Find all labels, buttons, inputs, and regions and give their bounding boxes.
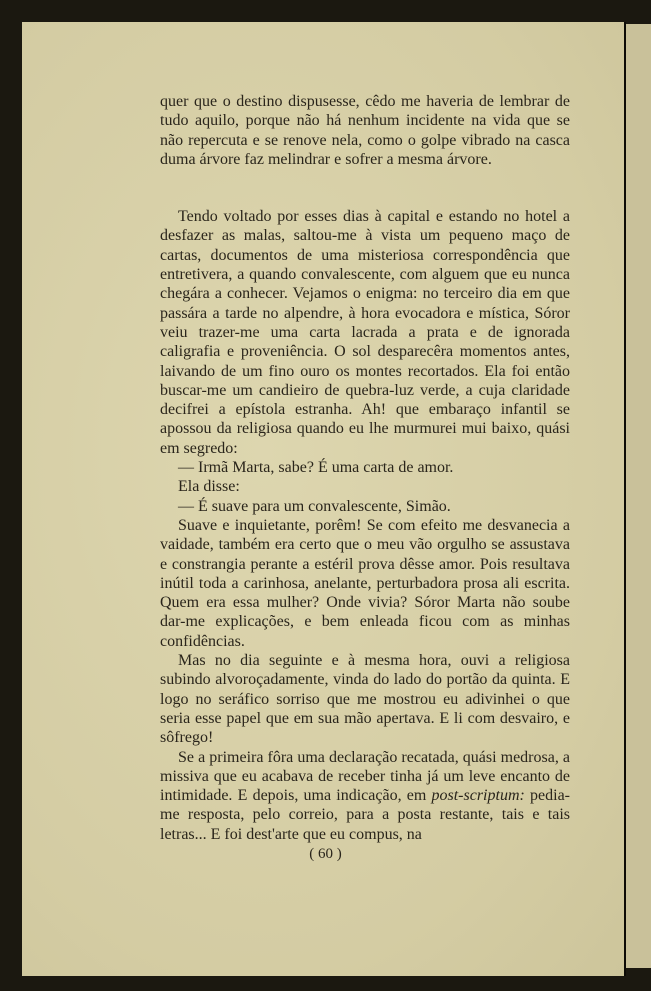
page-number: ( 60 ) [309,846,342,862]
paragraph-4: Mas no dia seguinte e à mesma hora, ouvi a religiosa subindo alvoroçadamente, vinda do lado do portão da quinta. E logo no seráfico sorriso que me mostrou eu adivinhei o que seria esse papel que em sua mão apertava. E li com desvairo, e sôfrego! [160,652,570,747]
dialog-line-3: — É suave para um convalescente, Simão. [178,497,451,515]
paragraph-5-italic: post-scriptum: [431,787,525,805]
paragraph-2: Tendo voltado por esses dias à capital e estando no hotel a desfazer as malas, saltou-me à vista um pequeno maço de cartas, documentos de uma misteriosa correspondência que entretivera, a quando convalescente, com alguem que eu nunca chegára a conhecer. Vejamos o enigma: no terceiro dia em que passára a tarde no alpendre, à hora evocadora e mística, Sóror veiu trazer-me uma carta lacrada a prata e de ignorada caligrafia e proveniência. O sol desparecêra momentos antes, laivando de um fino ouro os montes recortados. Ela foi então buscar-me um candieiro de quebra-luz verde, a cuja claridade decifrei a epístola estranha. Ah! que embaraço infantil se apossou da religiosa quando eu lhe murmurei mui baixo, quási em segredo: [160,208,570,457]
adjacent-page-edge [626,24,651,968]
section-gap [160,169,570,207]
body-text [160,92,570,844]
paragraph-5 [160,748,570,844]
paragraph-5-start: Se a primeira fôra uma declaração recatada, quási medrosa, a missiva que eu acabava de receber tinha já um leve encanto de intimidade. E depois, uma indicação, em [160,748,570,805]
paragraph-5-end: pedia-me resposta, pelo correio, para a posta restante, tais e tais letras... E foi dest'arte que eu compus, na [160,787,570,843]
dialog-line-2: Ela disse: [178,478,240,496]
paragraph-3: Suave e inquietante, porêm! Se com efeito me desvanecia a vaidade, também era certo que o meu vão orgulho se assustava e constrangia perante a estéril prova dêsse amor. Pois resultava inútil toda a carinhosa, anelante, perturbadora prosa ali escrita. Quem era essa mulher? Onde vivia? Sóror Marta não soube dar-me explicações, e bem enleada ficou com as minhas confidências. [160,516,570,650]
paragraph-1: quer que o destino dispusesse, cêdo me haveria de lembrar de tudo aquilo, porque não há nenhum incidente na vida que se não repercuta e se renove nela, como o golpe vibrado na casca duma árvore faz melindrar e sofrer a mesma árvore. [160,93,570,168]
dialog-line-1: — Irmã Marta, sabe? É uma carta de amor. [178,459,454,477]
